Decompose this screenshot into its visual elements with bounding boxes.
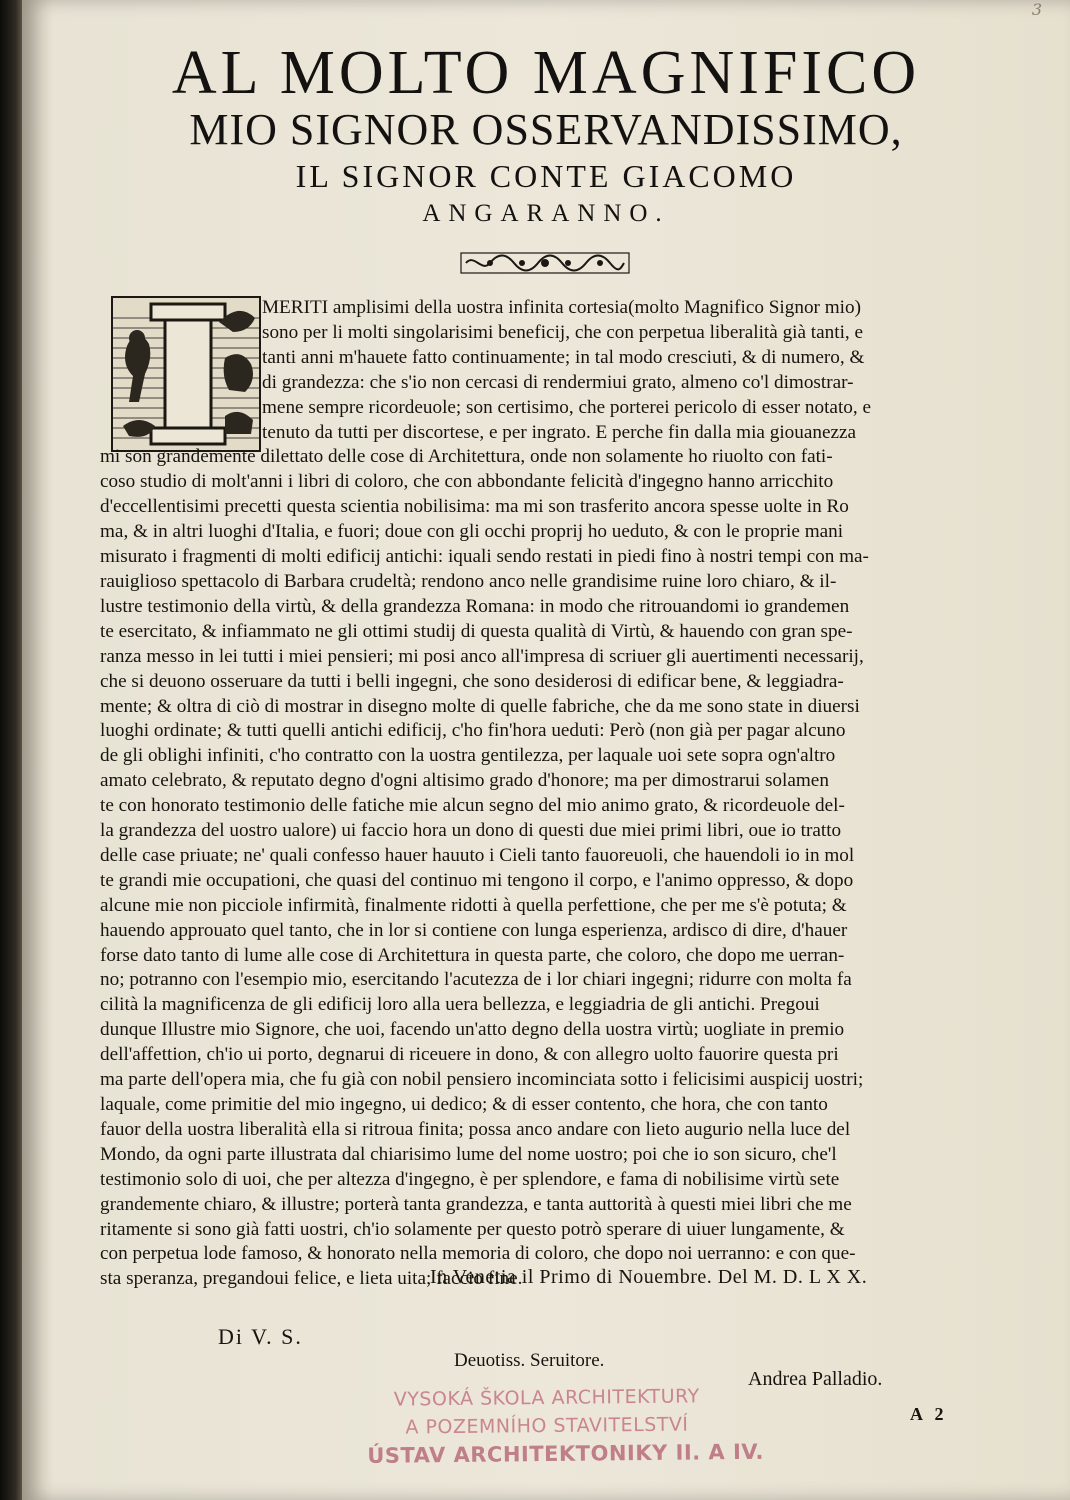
text-line: sono per li molti singolarisimi beneficij, che con perpetua liberalità già tanti, e <box>262 321 864 343</box>
text-line: lustre testimonio della virtù, & della grandezza Romana: in modo che ritrouandomi io grandemen <box>100 595 850 617</box>
text-line: te esercitato, & infiammato ne gli ottimi studij di questa qualità di Virtù, & hauendo con gran spe- <box>100 620 853 642</box>
text-line: laquale, come primitie del mio ingegno, ui dedico; & di esser contento, che hora, che con tanto <box>100 1094 828 1115</box>
library-stamp <box>367 1382 765 1470</box>
title-line-4: ANGARANNO. <box>422 200 670 227</box>
text-line: la grandezza del uostro ualore) ui faccio hora un dono di questi due miei primi libri, oue io tratto <box>100 820 842 842</box>
title-line-3: IL SIGNOR CONTE GIACOMO <box>295 158 797 194</box>
text-line: dunque Illustre mio Signore, che uoi, facendo un'atto degno della uostra virtù; uogliate in premio <box>100 1019 845 1041</box>
text-line: de gli oblighi infiniti, c'ho contratto con la uostra gentilezza, per laquale uoi sete sopra ogn'altro <box>100 745 836 767</box>
text-line: hauendo approuato quel tanto, che in lor si contiene con lunga esperienza, ardisco di dire, d'hauer <box>100 919 848 941</box>
text-line: te grandi mie occupationi, che quasi del continuo mi tengono il corpo, e l'animo oppresso, & dopo <box>100 869 854 891</box>
floral-band-ornament <box>460 250 630 276</box>
text-line: d'eccellentisimi precetti questa scientia nobilisima: ma mi son trasferito ancora spesse uolte in Ro <box>100 496 849 518</box>
text-line: tenuto da tutti per discortese, e per ingrato. E perche fin dalla mia giouanezza <box>262 421 857 443</box>
text-line: alcune mie non picciole infirmità, finalmente ridotti à quella perfettione, che per me s'è potuta; & <box>100 894 847 916</box>
stamp-line-2: A POZEMNÍHO STAVITELSTVÍ <box>405 1413 689 1439</box>
signature-mark: A 2 <box>910 1404 948 1424</box>
book-gutter <box>0 0 22 1500</box>
book-page <box>22 0 1070 1500</box>
text-line: cilità la magnificenza de gli edificij loro alla uera bellezza, e leggiadria de gli antichi. Pregoui <box>100 994 820 1016</box>
text-line: ranza messo in lei tutti i miei pensieri; mi posi anco all'impresa di scriuer gli auertimenti necessarij, <box>100 645 864 667</box>
text-line: ma, & in altri luoghi d'Italia, e fuori; doue con gli occhi proprij ho ueduto, & con le proprie mani <box>100 521 844 543</box>
text-line: te con honorato testimonio delle fatiche mie alcun segno del mio animo grato, & ricordeuole del- <box>100 795 845 817</box>
text-line: luoghi ordinate; & tutti quelli antichi edificij, c'ho fin'hora ueduti: Però (non già per pagar alcuno <box>100 720 846 742</box>
text-line: delle case priuate; ne' quali confesso hauer hauuto i Cieli tanto fauoreuoli, che hauendoli io in mol <box>100 844 855 866</box>
servitore-closing: Deuotiss. Seruitore. <box>454 1350 605 1371</box>
salutation-di-vs: Di V. S. <box>218 1324 303 1349</box>
text-line: ritamente si sono già fatti uostri, ch'io solamente per questo potrò sperare di uiuer lungamente, & <box>100 1218 845 1240</box>
dedication-text <box>100 296 1000 1292</box>
text-line: mi son grandemente dilettato delle cose di Architettura, onde non solamente ho riuolto con fati- <box>100 446 833 468</box>
text-line: dell'affettion, ch'io ui porto, degnarui di riceuere in dono, & con allegro uolto fauorire questa pri <box>100 1044 839 1066</box>
author-signature: Andrea Palladio. <box>748 1368 883 1390</box>
text-line: MERITI amplisimi della uostra infinita cortesia(molto Magnifico Signor mio) <box>262 297 861 318</box>
text-line: forse dato tanto di lume alle cose di Architettura in questa parte, che coloro, che dopo me uerran- <box>100 944 845 966</box>
text-line: fauor della uostra liberalità ella si ritroua finita; possa anco andare con lieto augurio nella luce del <box>100 1118 851 1140</box>
text-line: che si deuono osseruare da tutti i belli ingegni, che sono desiderosi di edificar bene, & leggiadra- <box>100 670 844 692</box>
text-line: rauiglioso spettacolo di Barbara crudeltà; rendono anco nelle grandisime ruine loro chiaro, & il- <box>100 570 837 592</box>
text-line: mente; & oltra di ciò di mostrar in disegno molte di quelle fabriche, che da me sono state in diuersi <box>100 695 860 717</box>
text-line: sta speranza, pregandoui felice, e lieta uita; faccio fine. <box>100 1268 523 1290</box>
stamp-line-3: ÚSTAV ARCHITEKTONIKY II. A IV. <box>367 1439 765 1468</box>
text-line: grandemente chiaro, & illustre; porterà tanta grandezza, e tanta auttorità à questi miei libri che me <box>100 1193 852 1215</box>
text-line: amato celebrato, & reputato degno d'ogni altisimo grado d'honore; ma per dimostrarui solamen <box>100 770 829 792</box>
text-line: ma parte dell'opera mia, che fu già con nobil pensiero incominciata sotto i felicisimi auspicij uostri; <box>100 1069 864 1091</box>
text-line: coso studio di molt'anni i libri di coloro, che con abbondante felicità d'ingegno hanno arricchito <box>100 471 834 493</box>
text-line: tanti anni m'hauete fatto continuamente; in tal modo cresciuti, & di numero, & <box>262 346 865 368</box>
stamp-line-1: VYSOKÁ ŠKOLA ARCHITEKTURY <box>393 1385 700 1411</box>
text-line: mene sempre ricordeuole; son certisimo, che porterei pericolo di esser notato, e <box>262 396 871 418</box>
title-line-1: AL MOLTO MAGNIFICO <box>171 39 921 107</box>
folio-number: 3 <box>1031 0 1042 19</box>
text-line: di grandezza: che s'io non cercasi di rendermiui grato, almeno co'l dimostrar- <box>262 371 854 393</box>
text-line: no; potranno con l'esempio mio, esercitando l'acutezza de i lor chiari ingegni; ridurre con molta fa <box>100 969 852 991</box>
text-line: Mondo, da ogni parte illustrata dal chiarisimo lume del nome uostro; poi che io son sicuro, che'l <box>100 1143 837 1165</box>
text-line: misurato i fragmenti di molti edificij antichi: iquali sendo restati in piedi fino à nostri tempi con ma- <box>100 546 869 568</box>
text-line: con perpetua lode famoso, & honorato nella memoria di coloro, che dopo noi uerranno: e con que- <box>100 1243 856 1265</box>
dateline: In Venetia il Primo di Nouembre. Del M. D. L X X. <box>430 1266 868 1288</box>
title-line-2: MIO SIGNOR OSSERVANDISSIMO, <box>189 105 903 154</box>
text-line: testimonio solo di uoi, che per altezza d'ingegno, è per splendore, e fama di nobilisime virtù sete <box>100 1168 840 1190</box>
